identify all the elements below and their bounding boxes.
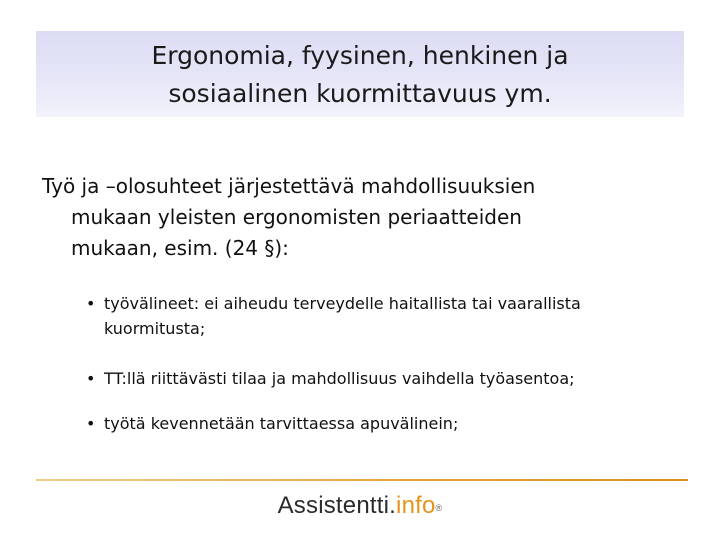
intro-line-2: mukaan yleisten ergonomisten periaatteiden: [71, 205, 522, 229]
bullet-text-line-2: kuormitusta;: [104, 319, 206, 338]
bullet-text-line-1: työvälineet: ei aiheudu terveydelle haitallista tai vaarallista: [104, 294, 581, 313]
bullet-item-tools: [86, 291, 686, 341]
bullet-marker: •: [86, 369, 96, 388]
bullet-item-aids: [86, 411, 686, 436]
intro-line-3: mukaan, esim. (24 §):: [71, 236, 289, 260]
intro-line-1: Työ ja –olosuhteet järjestettävä mahdollisuuksien: [42, 174, 536, 198]
bullet-text-line-1: TT:llä riittävästi tilaa ja mahdollisuus vaihdella työasentoa;: [104, 369, 575, 388]
logo-tld: info: [396, 492, 436, 519]
slide-title-line-2: sosiaalinen kuormittavuus ym.: [168, 79, 552, 108]
slide-title-line-1: Ergonomia, fyysinen, henkinen ja: [151, 41, 569, 70]
footer-divider: [36, 479, 688, 481]
registered-mark: ®: [435, 503, 443, 513]
logo-wordmark: Assistentti: [277, 492, 390, 519]
bullet-item-space: [86, 366, 686, 391]
bullet-marker: •: [86, 414, 96, 433]
logo-dot: .: [389, 492, 397, 519]
bullet-text-line-1: työtä kevennetään tarvittaessa apuvälinein;: [104, 414, 459, 433]
assistentti-logo: [0, 490, 720, 522]
bullet-marker: •: [86, 294, 96, 313]
